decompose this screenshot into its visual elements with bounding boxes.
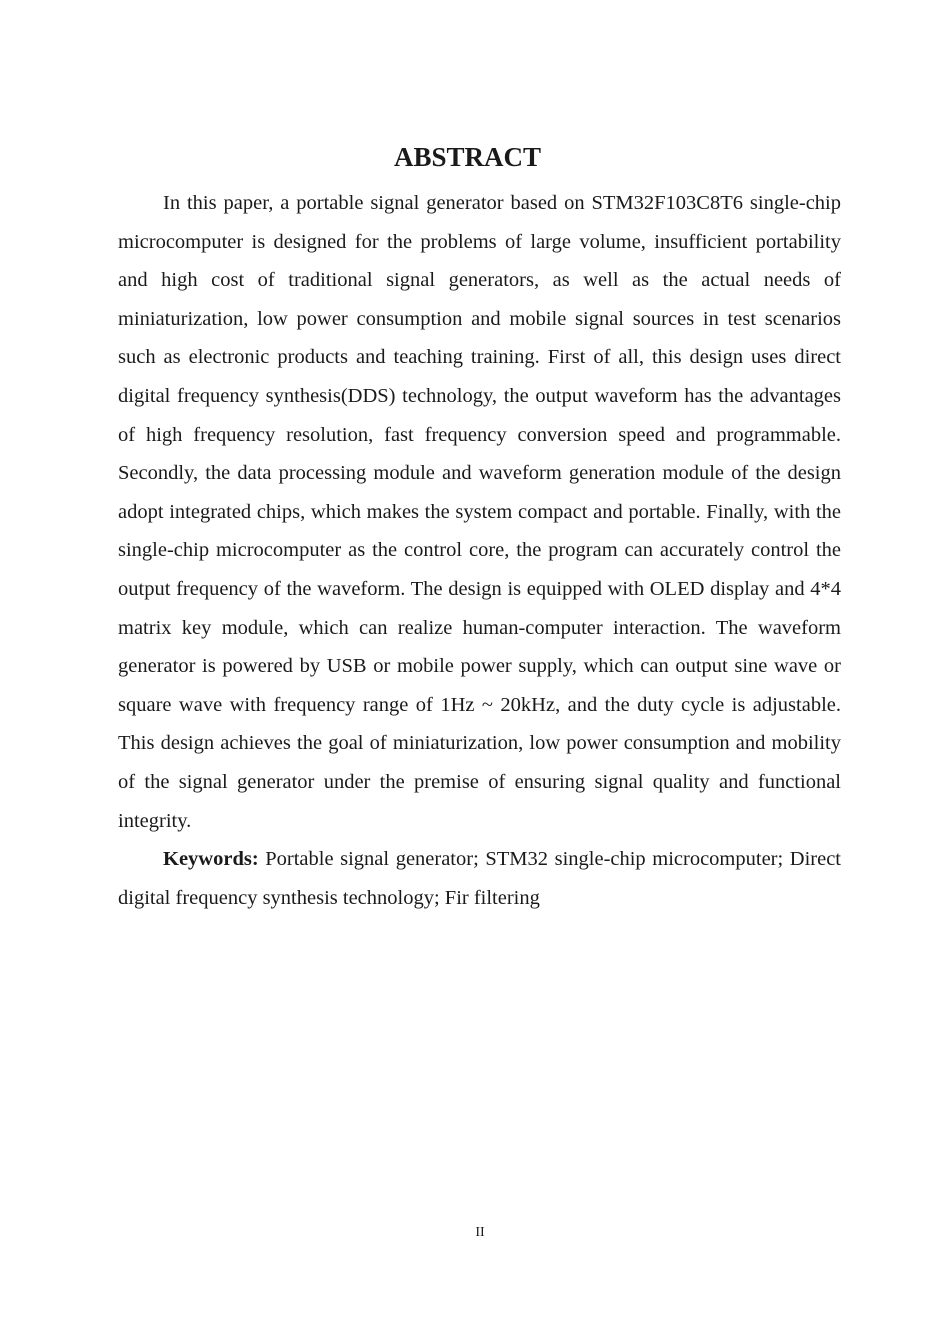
keywords-list: Portable signal generator; STM32 single-chip microcomputer; Direct digital frequency synthesis technology; Fir filtering xyxy=(118,848,841,909)
abstract-title: ABSTRACT xyxy=(393,142,542,172)
keywords-label: Keywords: xyxy=(163,848,259,871)
keywords-paragraph xyxy=(118,840,841,917)
abstract-paragraph: In this paper, a portable signal generator based on STM32F103C8T6 single-chip microcomputer is designed for the problems of large volume, insufficient portability and high cost of traditional signal generators, as well as the actual needs of miniaturization, low power consumption and mobile signal sources in test scenarios such as electronic products and teaching training. First of all, this design uses direct digital frequency synthesis(DDS) technology, the output waveform has the advantages of high frequency resolution, fast frequency conversion speed and programmable. Secondly, the data processing module and waveform generation module of the design adopt integrated chips, which makes the system compact and portable. Finally, with the single-chip microcomputer as the control core, the program can accurately control the output frequency of the waveform. The design is equipped with OLED display and 4*4 matrix key module, which can realize human-computer interaction. The waveform generator is powered by USB or mobile power supply, which can output sine wave or square wave with frequency range of 1Hz ~ 20kHz, and the duty cycle is adjustable. This design achieves the goal of miniaturization, low power consumption and mobility of the signal generator under the premise of ensuring signal quality and functional integrity. xyxy=(118,192,841,832)
abstract-body xyxy=(118,184,841,917)
page-number: II xyxy=(475,1225,485,1240)
